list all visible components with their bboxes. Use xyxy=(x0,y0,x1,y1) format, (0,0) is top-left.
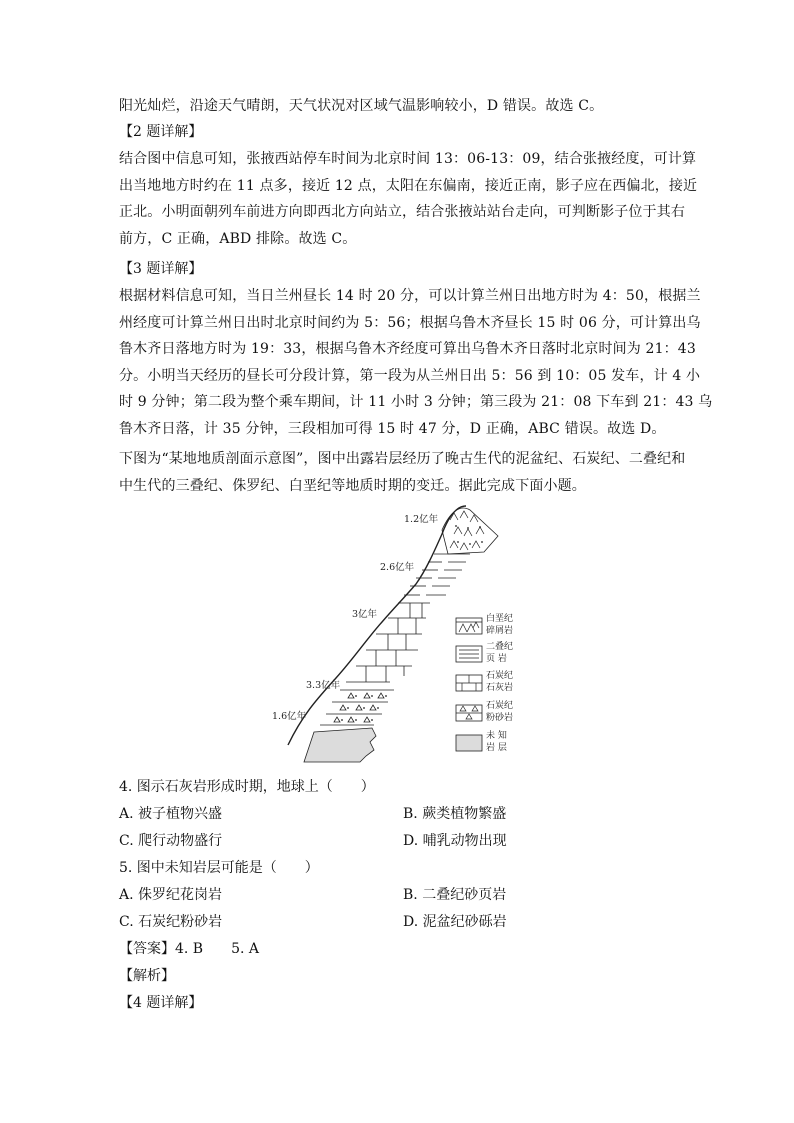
slope-outline xyxy=(288,506,466,745)
text-line: 州经度可计算兰州日出时北京时间约为 5：56；根据乌鲁木齐昼长 15 时 06 分，可计算出乌 xyxy=(119,314,701,331)
legend-label-line: 石炭纪 xyxy=(486,701,514,711)
carboniferous-siltstone-layer xyxy=(320,690,394,725)
text-line: 鲁木齐日落，计 35 分钟，三段相加可得 15 时 47 分，D 正确，ABC 错误。故选 D。 xyxy=(119,420,666,437)
text-line: 分。小明当天经历的昼长可分段计算，第一段为从兰州日出 5：56 到 10：05 发车，计 4 小 xyxy=(119,367,701,384)
explanation-continuation xyxy=(119,93,679,120)
question-4-stem: 4. 图示石灰岩形成时期，地球上（ ） xyxy=(119,779,375,795)
age-label: 3.3亿年 xyxy=(306,680,341,691)
legend-label-line: 碎屑岩 xyxy=(486,625,514,636)
text-line: 前方，C 正确，ABD 排除。故选 C。 xyxy=(119,230,357,247)
legend-label xyxy=(486,642,513,665)
age-label: 2.6亿年 xyxy=(380,562,415,573)
q2-explanation xyxy=(119,146,698,252)
q3-heading: 【3 题详解】 xyxy=(119,261,203,277)
permian-shale-layer xyxy=(404,554,470,595)
text-line: 根据材料信息可知，当日兰州昼长 14 时 20 分，可以计算兰州日出地方时为 4：50，根据兰 xyxy=(119,288,701,304)
question-4-option-a[interactable]: A. 被子植物兴盛 xyxy=(119,806,223,822)
question-5-option-c[interactable]: C. 石炭纪粉砂岩 xyxy=(119,914,223,930)
q4-heading: 【4 题详解】 xyxy=(119,995,203,1011)
analysis-heading: 【解析】 xyxy=(119,968,175,984)
legend-label-line: 未 知 xyxy=(486,731,507,741)
text-line: 中生代的三叠纪、侏罗纪、白垩纪等地质时期的变迁。据此完成下面小题。 xyxy=(119,477,586,494)
unknown-rock-layer xyxy=(304,728,376,762)
question-5-option-b[interactable]: B. 二叠纪砂页岩 xyxy=(403,887,507,903)
question-intro xyxy=(119,446,686,499)
text-line: 下图为“某地地质剖面示意图”，图中出露岩层经历了晚古生代的泥盆纪、石炭纪、二叠纪和 xyxy=(119,451,686,467)
question-4-option-c[interactable]: C. 爬行动物盛行 xyxy=(119,833,223,849)
q2-heading: 【2 题详解】 xyxy=(119,124,203,140)
legend-label-line: 石炭纪 xyxy=(486,671,514,681)
cretaceous-clastic-layer xyxy=(442,508,498,554)
text-line: 时 9 分钟；第二段为整个乘车期间，计 11 小时 3 分钟；第三段为 21：08 下车到 21：43 乌 xyxy=(119,394,713,411)
legend-label-line: 粉砂岩 xyxy=(486,712,514,723)
legend-label xyxy=(486,671,513,694)
question-4-option-b[interactable]: B. 蕨类植物繁盛 xyxy=(403,806,507,822)
age-label: 3亿年 xyxy=(352,609,378,620)
siltstone-dots xyxy=(341,695,387,721)
q3-explanation xyxy=(119,283,713,443)
text-line: 出当地地方时约在 11 点多，接近 12 点，太阳在东偏南，接近正南，影子应在西偏北，接近 xyxy=(119,177,698,194)
legend-label xyxy=(486,701,513,724)
age-label: 1.6亿年 xyxy=(272,711,307,722)
legend-label xyxy=(486,614,513,637)
text-line: 结合图中信息可知，张掖西站停车时间为北京时间 13：06-13：09，结合张掖经度，可计算 xyxy=(119,151,697,167)
question-5-stem: 5. 图中未知岩层可能是（ ） xyxy=(119,860,319,876)
legend-label-line: 二叠纪 xyxy=(486,642,514,652)
geologic-profile-figure xyxy=(270,500,530,770)
legend-label-line: 石灰岩 xyxy=(486,682,514,693)
text-line: 阳光灿烂，沿途天气晴朗，天气状况对区域气温影响较小，D 错误。故选 C。 xyxy=(119,98,604,114)
text-line: 鲁木齐日落地方时为 19：33，根据乌鲁木齐经度可算出乌鲁木齐日落时北京时间为 21：43 xyxy=(119,341,696,358)
question-5-option-d[interactable]: D. 泥盆纪砂砾岩 xyxy=(403,914,507,930)
question-4-option-d[interactable]: D. 哺乳动物出现 xyxy=(403,833,507,849)
answer-line: 【答案】4. B 5. A xyxy=(119,941,260,957)
legend-label-line: 页 岩 xyxy=(486,653,507,664)
age-label: 1.2亿年 xyxy=(404,514,439,525)
legend-label-line: 岩 层 xyxy=(486,742,507,753)
text-line: 正北。小明面朝列车前进方向即西北方向站立，结合张掖站站台走向，可判断影子位于其右 xyxy=(119,204,685,221)
legend-label-line: 白垩纪 xyxy=(486,614,514,624)
question-5-option-a[interactable]: A. 侏罗纪花岗岩 xyxy=(119,887,223,903)
legend-label xyxy=(486,731,507,754)
